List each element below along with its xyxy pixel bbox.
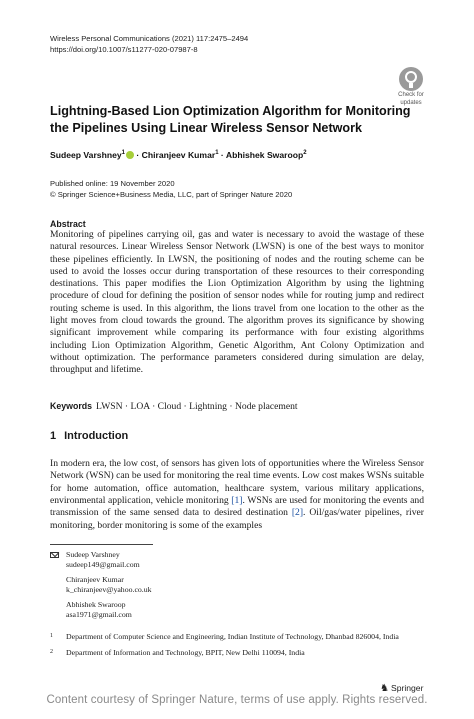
badge-line2: updates <box>400 100 422 106</box>
affiliation-entry <box>50 648 430 658</box>
publisher-name: Springer <box>390 683 424 693</box>
section-heading <box>50 430 128 442</box>
section-title: Introduction <box>64 430 129 442</box>
citation-link[interactable]: [2] <box>291 507 304 519</box>
introduction-paragraph <box>50 458 424 532</box>
contact-name: Sudeep Varshney <box>66 550 120 559</box>
author-separator: · <box>218 149 226 160</box>
section-number: 1 <box>50 430 57 442</box>
check-for-updates-icon <box>399 67 423 91</box>
contact-entry <box>50 550 152 570</box>
footnote-divider <box>50 544 153 545</box>
author-name: Abhishek Swaroop <box>225 149 304 160</box>
publisher-logo <box>380 683 423 694</box>
orcid-icon[interactable] <box>126 151 134 159</box>
contact-email[interactable]: sudeep149@gmail.com <box>66 560 140 569</box>
affiliation-number: 1 <box>50 633 53 639</box>
courtesy-notice[interactable]: Content courtesy of Springer Nature, terms of use apply. Rights reserved. <box>46 694 428 706</box>
affiliation-text: Department of Computer Science and Engineering, Indian Institute of Technology, Dhanbad 826004, India <box>66 632 399 641</box>
author-list <box>50 147 430 161</box>
contact-entry <box>50 575 152 595</box>
springer-horse-icon: ♞ <box>380 683 389 694</box>
contact-entry <box>50 600 152 620</box>
contact-list <box>50 550 152 625</box>
journal-citation: Wireless Personal Communications (2021) 117:2475–2494 <box>50 34 249 43</box>
paper-title: Lightning-Based Lion Optimization Algorithm for Monitoring the Pipelines Using Linear Wireless Sensor Network <box>50 104 411 135</box>
published-date: Published online: 19 November 2020 <box>50 179 175 188</box>
affiliation-entry <box>50 632 430 642</box>
author-affil-mark: 1 <box>215 150 219 156</box>
author-name: Sudeep Varshney <box>50 149 122 160</box>
author-name: Chiranjeev Kumar <box>141 149 216 160</box>
intro-text: . Oil/gas/water pipelines, river monitoring, border monitoring is some of the examples <box>50 507 424 531</box>
abstract-heading: Abstract <box>50 219 86 229</box>
contact-name: Chiranjeev Kumar <box>66 575 124 584</box>
copyright-notice: © Springer Science+Business Media, LLC, part of Springer Nature 2020 <box>50 189 293 199</box>
citation-link[interactable]: [1] <box>231 495 243 507</box>
keywords <box>50 400 298 413</box>
check-for-updates-badge[interactable] <box>394 67 428 107</box>
contact-email[interactable]: asa1971@gmail.com <box>66 610 132 619</box>
envelope-icon <box>50 552 59 558</box>
contact-email[interactable]: k_chiranjeev@yahoo.co.uk <box>66 585 152 594</box>
author-affil-mark: 1 <box>121 150 125 156</box>
author-separator: · <box>134 149 142 160</box>
author-affil-mark: 2 <box>303 150 307 156</box>
publication-info <box>50 179 292 200</box>
intro-text: In modern era, the low cost, of sensors has given lots of opportunities where the Wireless Sensor Network (WSN) can be used for monitoring the real time events. Low cost makes WSNs suitable for home automation, office automation, healthcare system, various military applications, environmental application, vehicle monitoring <box>50 458 424 507</box>
contact-name: Abhishek Swaroop <box>66 600 126 609</box>
keywords-label: Keywords <box>50 401 93 411</box>
affiliation-number: 2 <box>50 649 53 655</box>
intro-text: . WSNs are used for monitoring the events and transmission of the same sensed data to desired destination <box>50 495 424 519</box>
keywords-text: LWSN · LOA · Cloud · Lightning · Node placement <box>96 401 298 412</box>
doi-link[interactable]: https://doi.org/10.1007/s11277-020-07987-8 <box>50 45 198 54</box>
affiliation-text: Department of Information and Technology, BPIT, New Delhi 110094, India <box>66 648 305 657</box>
affiliation-list <box>50 632 430 664</box>
abstract-text: Monitoring of pipelines carrying oil, gas and water is necessary to avoid the wastage of these natural resources. Linear Wireless Sensor Network (LWSN) is one of the best ways to monitor these pipelines efficiently. In LWSN, the positioning of nodes and the routing scheme can be used to avoid the losses occur during transportation of these resources to their corresponding destinations. This paper modifies the Lion Optimization Algorithm by using the lightning procedure of cloud for defining the position of sensor nodes while for routing jump and redirect routing scheme is used. In this algorithm, the lions travel from one location to the other as the light moves from cloud towards the ground. The algorithm proves its significance by showing significant improvement while comparing its performance with four existing algorithms including Lion Optimization Algorithm, Genetic Algorithm, Ant Colony Optimization and without optimization. The performance parameters considered during simulation are delay, throughput and lifetime. <box>50 229 424 376</box>
journal-header <box>50 33 248 55</box>
badge-line1: Check for <box>398 92 424 98</box>
